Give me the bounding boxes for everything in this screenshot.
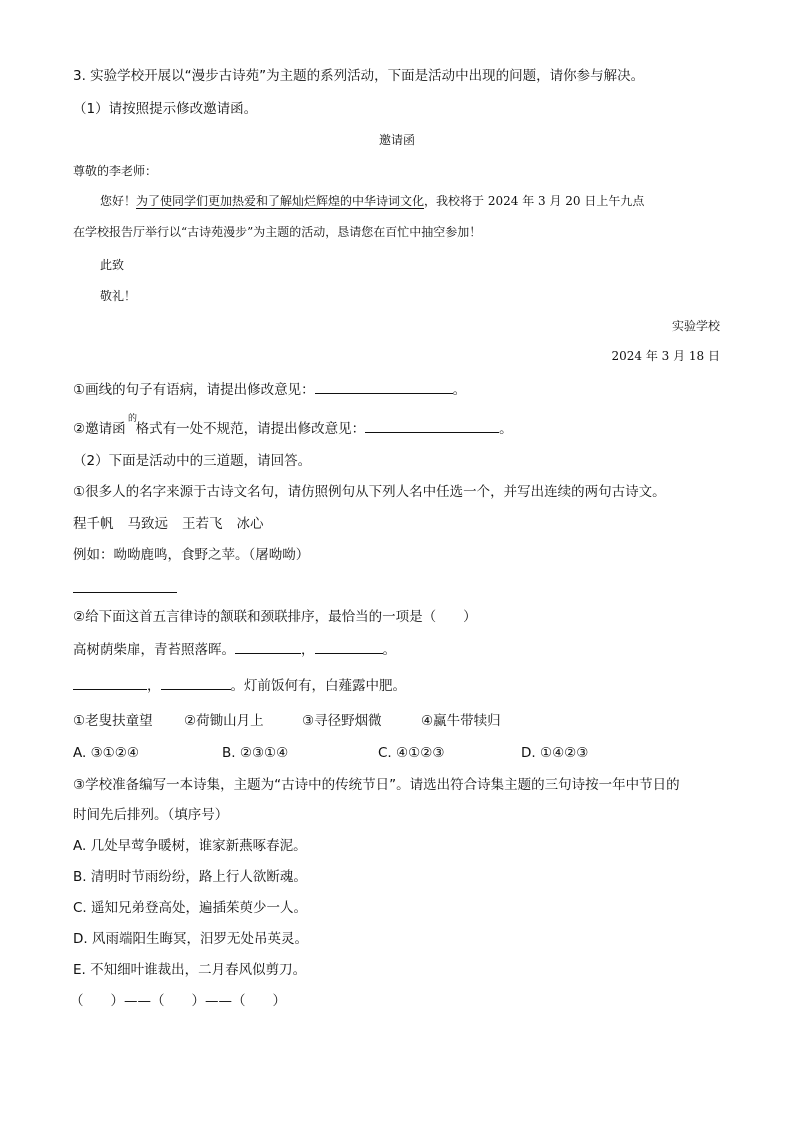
question-1-2-text-a: ②邀请函 (73, 421, 126, 437)
question-2-3-line-1: ③学校准备编写一本诗集，主题为“古诗中的传统节日”。请选出符合诗集主题的三句诗按一年中节日的 (73, 777, 680, 793)
question-1-1-end: 。 (452, 382, 467, 398)
poem-item-1: ①老叟扶童望 (73, 713, 153, 729)
letter-title: 邀请函 (378, 133, 415, 147)
name-1: 程千帆 (73, 516, 114, 532)
body-line-1-end: ，我校将于 2024 年 3 月 20 日上午九点 (424, 194, 645, 208)
option-c[interactable]: C. ④①②③ (378, 745, 445, 761)
question-1-1-text: ①画线的句子有语病，请提出修改意见： (73, 382, 315, 398)
letter-body-line-2: 在学校报告厅举行以“古诗苑漫步”为主题的活动，恳请您在百忙中抽空参加！ (73, 225, 482, 239)
poem-blank-1[interactable] (235, 639, 301, 654)
option-d[interactable]: D. ①④②③ (521, 745, 589, 761)
letter-body-line-1 (100, 191, 644, 211)
letter-closing-2: 敬礼！ (100, 289, 137, 303)
poem-line-2 (73, 675, 406, 696)
answer-line-2-1[interactable] (73, 592, 177, 593)
poem-item-2: ②荷锄山月上 (184, 713, 264, 729)
answer-blank-1-1[interactable] (315, 379, 453, 394)
example-line: 例如：呦呦鹿鸣，食野之苹。（屠呦呦） (73, 547, 310, 563)
poem-item-3: ③寻径野烟微 (302, 713, 382, 729)
option-b[interactable]: B. ②③①④ (222, 745, 289, 761)
poem-end-1: 。 (382, 642, 396, 658)
choice-a: A. 几处早莺争暖树，谁家新燕啄春泥。 (73, 838, 307, 854)
choice-d: D. 风雨端阳生晦冥，汨罗无处吊英灵。 (73, 931, 308, 947)
question-2-3-line-2: 时间先后排列。（填序号） (73, 807, 229, 823)
poem-comma-2: ， (147, 678, 161, 694)
choice-b: B. 清明时节雨纷纷，路上行人欲断魂。 (73, 869, 307, 885)
question-1-2 (73, 418, 513, 439)
poem-blank-4[interactable] (161, 675, 231, 690)
poem-line-1 (73, 639, 396, 660)
question-3-stem: 3. 实验学校开展以“漫步古诗苑”为主题的系列活动，下面是活动中出现的问题，请你参与解决。 (73, 68, 645, 84)
name-4: 冰心 (236, 516, 264, 532)
question-2-2: ②给下面这首五言律诗的颔联和颈联排序，最恰当的一项是（ ） (73, 609, 477, 625)
part-1-heading: （1）请按照提示修改邀请函。 (73, 101, 258, 117)
part-2-heading: （2）下面是活动中的三道题，请回答。 (73, 453, 312, 469)
name-list (73, 514, 264, 534)
poem-blank-3[interactable] (73, 675, 147, 690)
poem-item-4: ④赢牛带犊归 (421, 713, 501, 729)
poem-comma-1: ， (301, 642, 315, 658)
letter-date: 2024 年 3 月 18 日 (611, 349, 720, 363)
name-3: 王若飞 (182, 516, 223, 532)
greeting: 您好！ (100, 194, 137, 208)
question-2-1: ①很多人的名字来源于古诗文名句，请仿照例句从下列人名中任选一个，并写出连续的两句古诗文。 (73, 484, 666, 500)
poem-line-2-rest: 。灯前饭何有，白薤露中肥。 (230, 678, 406, 694)
underlined-sentence: 为了使同学们更加热爱和了解灿烂辉煌的中华诗词文化 (136, 194, 425, 208)
poem-blank-2[interactable] (315, 639, 383, 654)
poem-line-1-text: 高树荫柴扉，青苔照落晖。 (73, 642, 235, 658)
option-a[interactable]: A. ③①②④ (73, 745, 139, 761)
letter-salutation: 尊敬的李老师： (73, 164, 158, 178)
name-2: 马致远 (127, 516, 168, 532)
stray-mark: 的 (128, 414, 138, 424)
answer-order-row[interactable]: （ ）——（ ）——（ ） (70, 993, 286, 1009)
question-1-2-text-b: 格式有一处不规范，请提出修改意见： (135, 421, 366, 437)
choice-c: C. 遥知兄弟登高处，遍插茱萸少一人。 (73, 900, 308, 916)
answer-blank-1-2[interactable] (365, 418, 499, 433)
letter-signature: 实验学校 (671, 319, 720, 333)
question-1-2-end: 。 (499, 421, 513, 437)
question-1-1 (73, 379, 466, 400)
choice-e: E. 不知细叶谁裁出，二月春风似剪刀。 (73, 962, 307, 978)
letter-closing-1: 此致 (100, 258, 125, 272)
